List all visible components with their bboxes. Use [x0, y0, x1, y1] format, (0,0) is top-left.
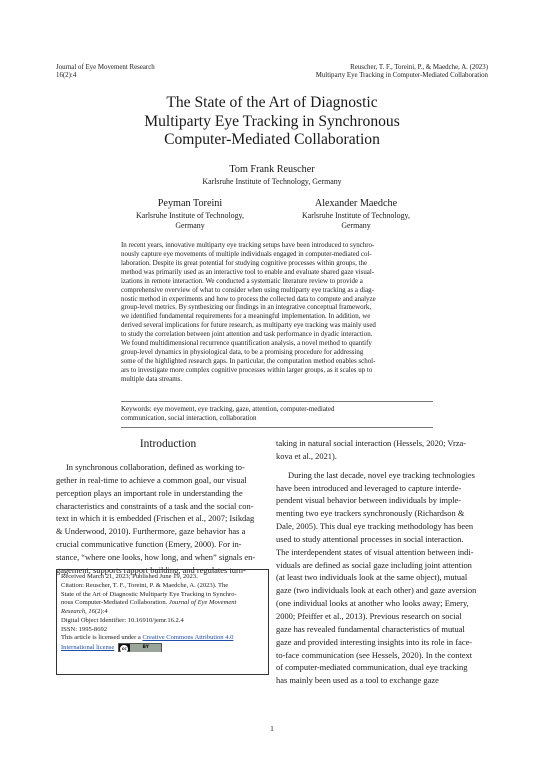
- body-line: The interdependent states of visual attention between indi-: [276, 546, 474, 557]
- body-line: menting two eye trackers synchronously (Richardson &: [276, 508, 465, 519]
- author-name: Peyman Toreini: [157, 198, 223, 209]
- keywords: [121, 405, 433, 423]
- license-text: This article is licensed under a: [61, 634, 143, 642]
- body-line: During the last decade, novel eye tracking technologies: [288, 469, 475, 480]
- page-number: 1: [270, 724, 274, 733]
- right-column: [276, 437, 489, 687]
- affiliation-line: Karlsruhe Institute of Technology,: [302, 211, 410, 220]
- body-line: 2000; Pfeiffer et al., 2013). Previous research on social: [276, 610, 462, 621]
- author-block-2: [110, 198, 270, 232]
- title-line: The State of the Art of Diagnostic: [166, 94, 378, 111]
- abstract-line: nostic method in experiments and how to process the collected data to compute and analyze: [121, 294, 376, 303]
- paper-title: [0, 94, 544, 150]
- license-line: [61, 634, 264, 643]
- body-line: Dale, 2005). This dual eye tracking methodology has been: [276, 521, 474, 532]
- doi: Digital Object Identifier: 10.16910/jemr.16.2.4: [61, 616, 184, 624]
- body-line: of computer-mediated communication, dual eye tracking: [276, 662, 468, 673]
- cc-by-badge-icon[interactable]: [118, 643, 162, 652]
- title-line: Computer-Mediated Collaboration: [164, 131, 380, 149]
- abstract-line: method was primarily used as an interactive tool to enable and evaluate shared gaze visual-: [121, 267, 375, 276]
- author-affiliation: [276, 211, 436, 232]
- author-block-1: [0, 164, 544, 187]
- citation-text: nous Computer-Mediated Collaboration.: [61, 599, 169, 607]
- abstract-line: multiple data streams.: [121, 374, 183, 383]
- body-line: (one individual looks at another who looks away; Emery,: [276, 598, 469, 609]
- keywords-line: Keywords: eye movement, eye tracking, gaze, attention, computer-mediated: [121, 405, 335, 413]
- body-line: gagement, supports rapport building, and regulates turn-: [56, 564, 246, 575]
- received-date: Received March 21, 2023; Published June 19, 2023.: [61, 573, 198, 580]
- author-affiliation: Karlsruhe Institute of Technology, Germany: [202, 177, 342, 186]
- license-line: [61, 643, 264, 653]
- body-line: (at least two individuals look at the same object), mutual: [276, 572, 468, 583]
- abstract-line: derived several implications for future research, as multiparty eye tracking was mainly used: [121, 321, 376, 330]
- body-line: used to study attentional processes in social interaction.: [276, 533, 464, 544]
- abstract-line: izations in remote interaction. We conducted a systematic literature review to provide a: [121, 276, 363, 285]
- body-line: characteristics and constraints of a task and the social con-: [56, 500, 254, 511]
- author-name: Alexander Maedche: [314, 198, 398, 209]
- running-header-right: [316, 64, 488, 81]
- body-line: taking in natural social interaction (Hessels, 2020; Vrza-: [276, 438, 467, 448]
- cc-logo-icon: cc: [121, 645, 127, 651]
- journal-issue: 16(2):4: [56, 72, 77, 80]
- citation-line: [61, 608, 264, 617]
- abstract-line: group-level metrics. By synthesizing our findings in an integrative conceptual framework,: [121, 303, 372, 312]
- citation-text: (2):4: [94, 608, 108, 615]
- abstract-line: comprehensive overview of what to consider when using multiparty eye tracking as a diag-: [121, 285, 374, 294]
- body-line: has mainly been used as a tool to exchange gaze: [276, 675, 439, 686]
- running-header-left: [56, 64, 155, 81]
- author-affiliation: [110, 211, 270, 232]
- body-line: kova et al., 2021).: [276, 450, 337, 461]
- article-info-box: [56, 569, 269, 675]
- body-line: pendent visual behavior between individuals by imple-: [276, 495, 462, 506]
- cc-by-label: BY: [130, 644, 161, 652]
- author-block-3: [276, 198, 436, 232]
- header-citation: Reuscher, T. F., Toreini, P., & Maedche, A. (2023): [350, 64, 488, 71]
- body-line: In synchronous collaboration, defined as working to-: [66, 462, 245, 472]
- body-line: gether in real-time to achieve a common goal, our visual: [56, 474, 247, 485]
- affiliation-line: Germany: [341, 221, 371, 231]
- abstract-line: nously capture eye movements of multiple individuals engaged in computer-mediated col-: [121, 249, 372, 258]
- issn: ISSN: 1995-8692: [61, 625, 108, 633]
- abstract-line: we identified fundamental requirements for a meaningful implementation. In addition, we: [121, 312, 371, 321]
- body-line: stance, “where one looks, how long, and when” signals en-: [56, 551, 256, 562]
- body-line: gaze (two individuals look at each other) and gaze aversion: [276, 585, 477, 596]
- body-line: have been introduced and leveraged to capture interde-: [276, 482, 462, 493]
- author-name: Tom Frank Reuscher: [229, 164, 315, 175]
- journal-italic: Journal of Eye Movement: [168, 599, 237, 607]
- license-link[interactable]: Creative Commons Attribution 4.0: [142, 634, 234, 642]
- journal-name: Journal of Eye Movement Research: [56, 64, 155, 71]
- license-link[interactable]: International license: [61, 644, 115, 651]
- keywords-top-rule: [121, 401, 433, 402]
- keywords-line: communication, social interaction, collaboration: [121, 413, 257, 422]
- body-line: to-face communication (see Hessels, 2020). In the context: [276, 649, 473, 660]
- affiliation-line: Karlsruhe Institute of Technology,: [136, 211, 244, 220]
- title-line: Multiparty Eye Tracking in Synchronous: [144, 112, 400, 130]
- body-line: gaze and provided interesting insights into its role in face-: [276, 636, 473, 647]
- body-line: gaze has revealed fundamental characteristics of mutual: [276, 623, 465, 634]
- abstract-line: We found multidimensional recurrence quantification analysis, a novel method to quantify: [121, 339, 372, 348]
- citation-line: State of the Art of Diagnostic Multiparty Eye Tracking in Synchro-: [61, 590, 237, 598]
- header-short-title: Multiparty Eye Tracking in Computer-Mediated Collaboration: [315, 72, 488, 80]
- abstract-line: to study the correlation between joint attention and task performance in dyadic interaction.: [121, 330, 373, 339]
- abstract: [121, 241, 431, 384]
- abstract-line: ars to investigate more complex cognitive processes within larger groups, as it scales up to: [121, 365, 373, 374]
- abstract-line: some of the highlighted research gaps. In particular, the computation method enables schol-: [121, 356, 376, 365]
- abstract-line: laboration. Despite its great potential for studying cognitive processes within groups, the: [121, 258, 368, 267]
- body-line: viduals are defined as social gaze including joint attention: [276, 559, 472, 570]
- body-line: perception plays an important role in understanding the: [56, 487, 243, 498]
- body-line: text in which it is embedded (Frischen et al., 2007; Isikdag: [56, 513, 255, 524]
- left-column-paragraph: [56, 461, 269, 577]
- body-line: & Underwood, 2010). Furthermore, gaze behavior has a: [56, 526, 246, 537]
- section-heading: Introduction: [139, 438, 197, 450]
- abstract-line: group-level dynamics in physiological data, to be a promising procedure for addressing: [121, 348, 364, 357]
- citation-line: [61, 599, 264, 608]
- journal-italic: Research, 16: [61, 608, 95, 615]
- body-line: crucial communicative function (Emery, 2000). For in-: [56, 539, 242, 550]
- keywords-bottom-rule: [121, 427, 433, 428]
- affiliation-line: Germany: [175, 221, 205, 231]
- abstract-line: In recent years, innovative multiparty eye tracking setups have been introduced to synchro-: [121, 241, 375, 249]
- citation-line: Citation: Reuscher, T. F., Toreini, P. & Maedche, A. (2023). The: [61, 581, 229, 589]
